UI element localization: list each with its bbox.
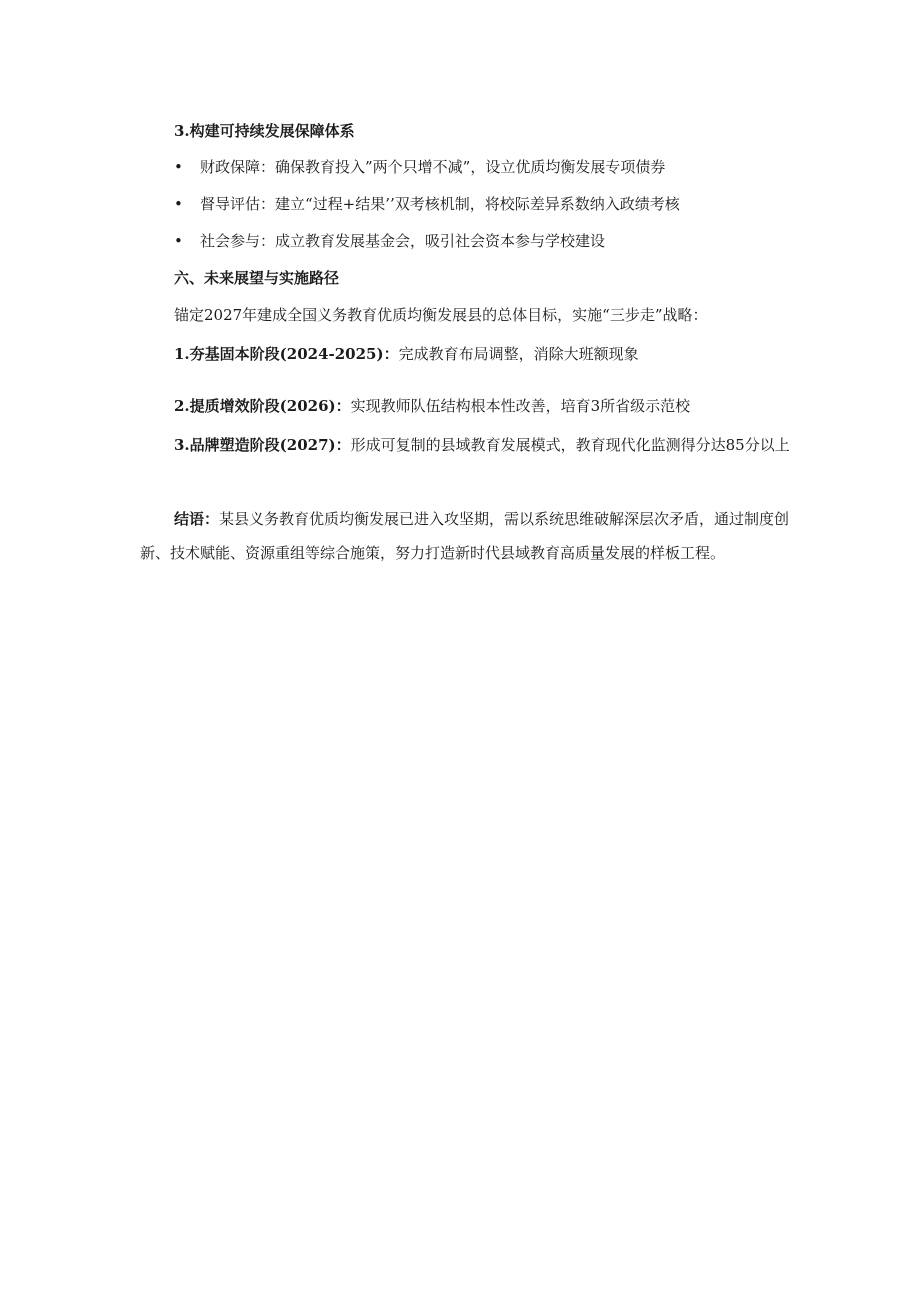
step-label: 3.品牌塑造阶段(2027)： [174, 436, 351, 454]
conclusion-paragraph [140, 502, 800, 570]
step-label: 2.提质增效阶段(2026)： [174, 397, 351, 415]
section-heading-6: 六、未来展望与实施路径 [174, 269, 340, 287]
conclusion-label: 结语： [174, 510, 220, 528]
step-text: 实现教师队伍结构根本性改善，培育3所省级示范校 [350, 397, 691, 415]
intro-paragraph: 锚定2027年建成全国义务教育优质均衡发展县的总体目标，实施“三步走”战略： [174, 306, 708, 324]
step-text: 形成可复制的县域教育发展模式，教育现代化监测得分达85分以上 [350, 436, 790, 454]
bullet-icon: • [174, 195, 183, 213]
bullet-item [174, 231, 605, 251]
bullet-item [174, 194, 680, 214]
bullet-text: 财政保障：确保教育投入”两个只增不减”，设立优质均衡发展专项债券 [200, 158, 666, 176]
bullet-text: 督导评估：建立“过程+结果’’双考核机制，将校际差异系数纳入政绩考核 [200, 195, 680, 213]
step-item [174, 344, 639, 364]
step-label: 1.夯基固本阶段(2024-2025)： [174, 345, 399, 363]
conclusion-text: 某县义务教育优质均衡发展已进入攻坚期，需以系统思维破解深层次矛盾，通过制度创新、技术赋能、资源重组等综合施策，努力打造新时代县域教育高质量发展的样板工程。 [140, 510, 790, 562]
step-item [140, 428, 800, 462]
section-heading-3: 3.构建可持续发展保障体系 [174, 122, 355, 140]
bullet-icon: • [174, 232, 183, 250]
step-text: 完成教育布局调整，消除大班额现象 [398, 345, 639, 363]
bullet-text: 社会参与：成立教育发展基金会，吸引社会资本参与学校建设 [200, 232, 606, 250]
bullet-item [174, 157, 665, 177]
bullet-icon: • [174, 158, 183, 176]
step-item [174, 396, 690, 416]
